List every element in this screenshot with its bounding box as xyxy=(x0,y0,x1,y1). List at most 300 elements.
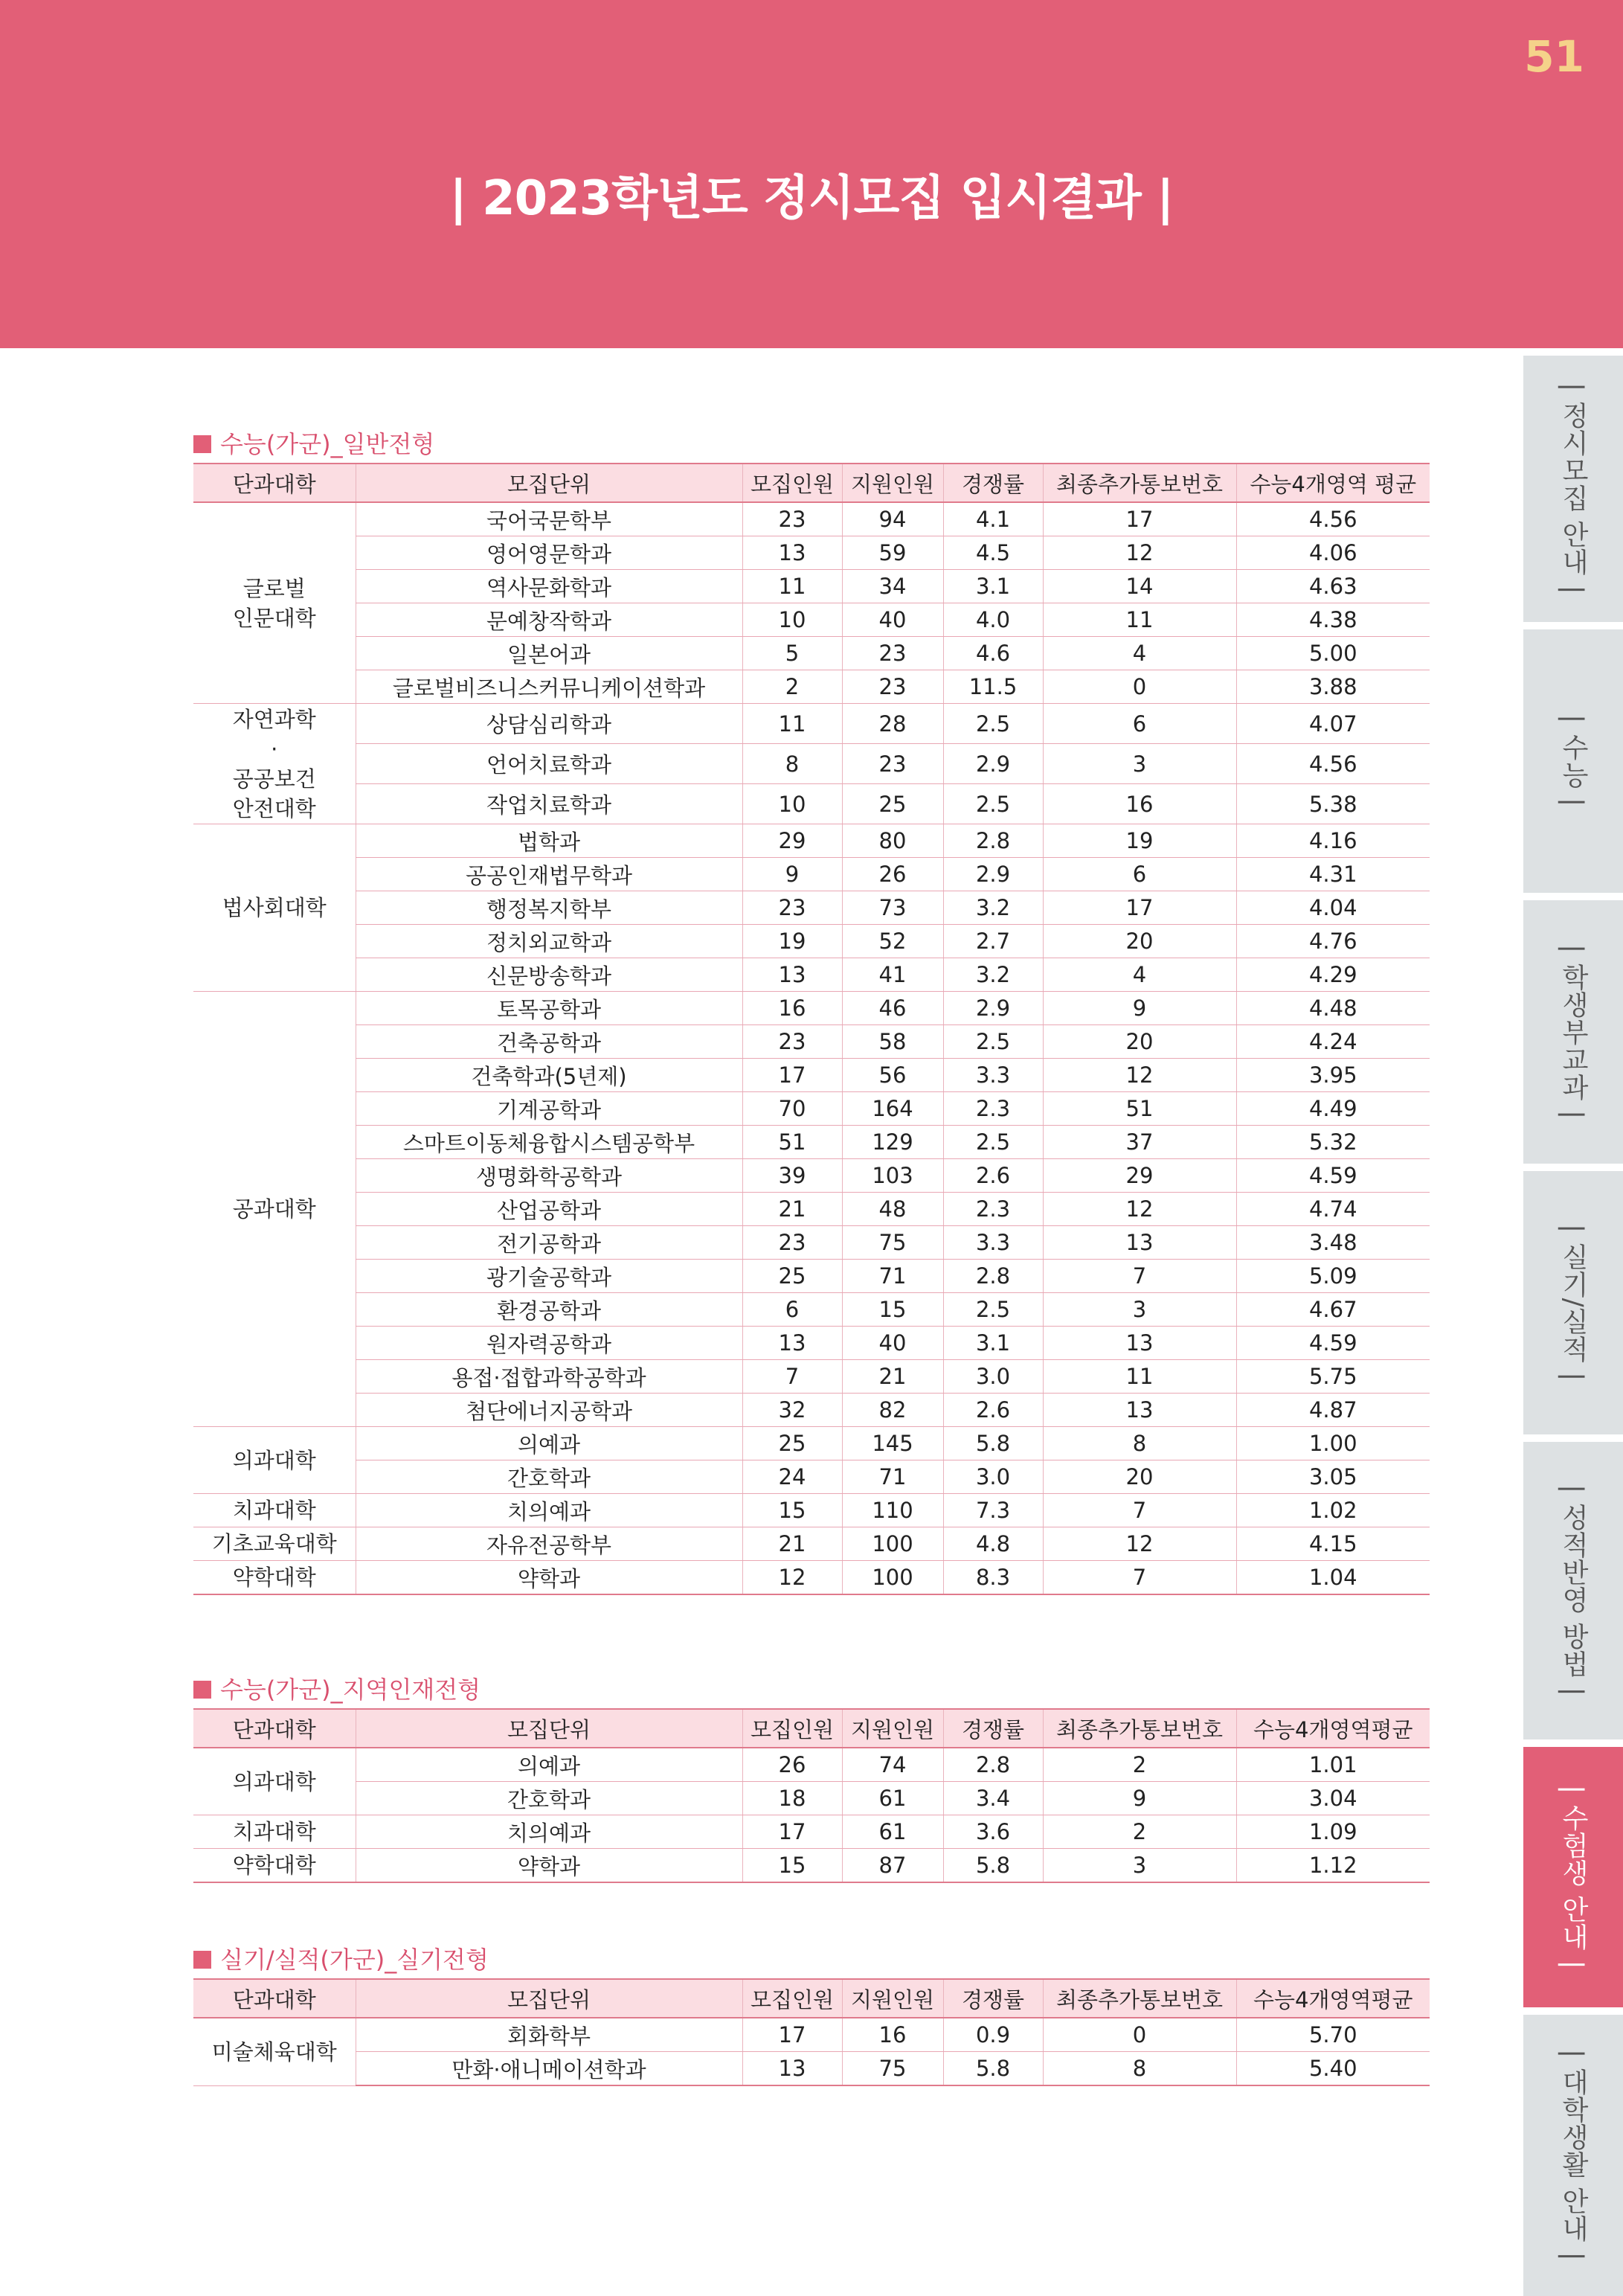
col-unit: 약학과 xyxy=(356,1849,742,1883)
col-applicants: 34 xyxy=(842,570,943,603)
col-avg: 4.16 xyxy=(1236,824,1430,858)
column-header: 최종추가통보번호 xyxy=(1043,1979,1236,2018)
col-applicants: 52 xyxy=(842,925,943,958)
col-avg: 4.59 xyxy=(1236,1327,1430,1360)
col-ratio: 2.9 xyxy=(943,744,1043,784)
col-quota: 17 xyxy=(742,1059,842,1092)
col-unit: 산업공학과 xyxy=(356,1193,742,1226)
col-quota: 10 xyxy=(742,784,842,824)
college-cell: 공과대학 xyxy=(193,992,356,1427)
table-row xyxy=(193,1193,1430,1226)
col-applicants: 100 xyxy=(842,1561,943,1595)
college-cell: 치과대학 xyxy=(193,1494,356,1527)
tab-practical[interactable]: | 실기/실적 | xyxy=(1523,1171,1623,1434)
column-header: 모집단위 xyxy=(356,464,742,502)
table-row xyxy=(193,502,1430,536)
col-quota: 12 xyxy=(742,1561,842,1595)
col-final-notice: 20 xyxy=(1043,1460,1236,1494)
col-quota: 16 xyxy=(742,992,842,1025)
column-header: 단과대학 xyxy=(193,1979,356,2018)
col-ratio: 2.9 xyxy=(943,992,1043,1025)
col-avg: 1.01 xyxy=(1236,1748,1430,1782)
col-final-notice: 4 xyxy=(1043,637,1236,670)
table-row xyxy=(193,1427,1430,1460)
table-row xyxy=(193,1025,1430,1059)
table-row xyxy=(193,824,1430,858)
col-final-notice: 12 xyxy=(1043,536,1236,570)
col-ratio: 7.3 xyxy=(943,1494,1043,1527)
col-quota: 11 xyxy=(742,570,842,603)
col-ratio: 3.0 xyxy=(943,1360,1043,1394)
table-row xyxy=(193,670,1430,704)
column-header: 단과대학 xyxy=(193,464,356,502)
col-unit: 의예과 xyxy=(356,1748,742,1782)
col-avg: 5.00 xyxy=(1236,637,1430,670)
col-final-notice: 7 xyxy=(1043,1494,1236,1527)
section-marker-icon xyxy=(193,1681,211,1699)
col-unit: 상담심리학과 xyxy=(356,704,742,744)
col-unit: 신문방송학과 xyxy=(356,958,742,992)
table-row xyxy=(193,2052,1430,2086)
col-unit: 간호학과 xyxy=(356,1782,742,1815)
col-avg: 5.09 xyxy=(1236,1260,1430,1293)
col-avg: 1.04 xyxy=(1236,1561,1430,1595)
tab-suneung[interactable]: | 수능 | xyxy=(1523,629,1623,893)
col-unit: 행정복지학부 xyxy=(356,891,742,925)
column-header: 최종추가통보번호 xyxy=(1043,464,1236,502)
col-avg: 4.59 xyxy=(1236,1159,1430,1193)
college-cell: 약학대학 xyxy=(193,1561,356,1595)
table-row xyxy=(193,1226,1430,1260)
col-quota: 51 xyxy=(742,1126,842,1159)
col-ratio: 5.8 xyxy=(943,1427,1043,1460)
college-cell: 치과대학 xyxy=(193,1815,356,1849)
col-unit: 치의예과 xyxy=(356,1815,742,1849)
col-ratio: 2.5 xyxy=(943,1126,1043,1159)
col-avg: 4.49 xyxy=(1236,1092,1430,1126)
col-final-notice: 29 xyxy=(1043,1159,1236,1193)
col-applicants: 71 xyxy=(842,1260,943,1293)
col-quota: 39 xyxy=(742,1159,842,1193)
col-avg: 5.75 xyxy=(1236,1360,1430,1394)
col-avg: 4.67 xyxy=(1236,1293,1430,1327)
col-final-notice: 16 xyxy=(1043,784,1236,824)
col-ratio: 11.5 xyxy=(943,670,1043,704)
col-ratio: 3.3 xyxy=(943,1059,1043,1092)
col-quota: 25 xyxy=(742,1260,842,1293)
col-avg: 5.70 xyxy=(1236,2018,1430,2052)
col-applicants: 80 xyxy=(842,824,943,858)
table-row xyxy=(193,704,1430,744)
col-avg: 3.05 xyxy=(1236,1460,1430,1494)
col-final-notice: 7 xyxy=(1043,1260,1236,1293)
col-ratio: 2.3 xyxy=(943,1193,1043,1226)
col-unit: 용접·접합과학공학과 xyxy=(356,1360,742,1394)
table-row xyxy=(193,1126,1430,1159)
tab-applicant-guide[interactable]: | 수험생 안내 | xyxy=(1523,1747,1623,2007)
tab-school-record[interactable]: | 학생부교과 | xyxy=(1523,900,1623,1164)
col-quota: 18 xyxy=(742,1782,842,1815)
table-row xyxy=(193,858,1430,891)
column-header: 단과대학 xyxy=(193,1709,356,1748)
col-unit: 토목공학과 xyxy=(356,992,742,1025)
table-row xyxy=(193,784,1430,824)
college-cell: 의과대학 xyxy=(193,1427,356,1494)
col-avg: 3.88 xyxy=(1236,670,1430,704)
table-header-row xyxy=(193,1709,1430,1748)
col-final-notice: 8 xyxy=(1043,2052,1236,2086)
col-final-notice: 0 xyxy=(1043,670,1236,704)
col-quota: 70 xyxy=(742,1092,842,1126)
col-ratio: 0.9 xyxy=(943,2018,1043,2052)
col-applicants: 23 xyxy=(842,744,943,784)
col-avg: 4.87 xyxy=(1236,1394,1430,1427)
col-unit: 역사문화학과 xyxy=(356,570,742,603)
col-avg: 4.07 xyxy=(1236,704,1430,744)
col-unit: 자유전공학부 xyxy=(356,1527,742,1561)
col-applicants: 129 xyxy=(842,1126,943,1159)
table-row xyxy=(193,603,1430,637)
col-final-notice: 4 xyxy=(1043,958,1236,992)
column-header: 지원인원 xyxy=(842,1979,943,2018)
col-ratio: 4.6 xyxy=(943,637,1043,670)
col-applicants: 40 xyxy=(842,1327,943,1360)
table-row xyxy=(193,744,1430,784)
col-ratio: 3.3 xyxy=(943,1226,1043,1260)
col-final-notice: 37 xyxy=(1043,1126,1236,1159)
col-unit: 약학과 xyxy=(356,1561,742,1595)
col-final-notice: 7 xyxy=(1043,1561,1236,1595)
section-general xyxy=(193,426,1430,1595)
col-applicants: 87 xyxy=(842,1849,943,1883)
column-header: 모집인원 xyxy=(742,464,842,502)
column-header: 경쟁률 xyxy=(943,1709,1043,1748)
col-unit: 정치외교학과 xyxy=(356,925,742,958)
table-row xyxy=(193,1327,1430,1360)
table-row xyxy=(193,1815,1430,1849)
col-unit: 의예과 xyxy=(356,1427,742,1460)
table-row xyxy=(193,1748,1430,1782)
col-applicants: 100 xyxy=(842,1527,943,1561)
col-quota: 25 xyxy=(742,1427,842,1460)
col-final-notice: 13 xyxy=(1043,1226,1236,1260)
col-ratio: 3.4 xyxy=(943,1782,1043,1815)
column-header: 수능4개영역평균 xyxy=(1236,1709,1430,1748)
col-final-notice: 0 xyxy=(1043,2018,1236,2052)
col-unit: 작업치료학과 xyxy=(356,784,742,824)
col-applicants: 46 xyxy=(842,992,943,1025)
college-cell: 자연과학 · 공공보건 안전대학 xyxy=(193,704,356,824)
col-final-notice: 13 xyxy=(1043,1327,1236,1360)
section-marker-icon xyxy=(193,1951,211,1969)
college-cell: 글로벌 인문대학 xyxy=(193,502,356,704)
col-quota: 5 xyxy=(742,637,842,670)
column-header: 수능4개영역 평균 xyxy=(1236,464,1430,502)
col-final-notice: 3 xyxy=(1043,744,1236,784)
col-ratio: 2.6 xyxy=(943,1159,1043,1193)
table-row xyxy=(193,1494,1430,1527)
tab-campus-life[interactable]: | 대학생활 안내 | xyxy=(1523,2015,1623,2296)
col-final-notice: 51 xyxy=(1043,1092,1236,1126)
col-avg: 3.95 xyxy=(1236,1059,1430,1092)
col-unit: 글로벌비즈니스커뮤니케이션학과 xyxy=(356,670,742,704)
col-avg: 4.15 xyxy=(1236,1527,1430,1561)
col-avg: 4.29 xyxy=(1236,958,1430,992)
col-ratio: 5.8 xyxy=(943,2052,1043,2086)
col-applicants: 82 xyxy=(842,1394,943,1427)
col-final-notice: 3 xyxy=(1043,1849,1236,1883)
col-avg: 3.48 xyxy=(1236,1226,1430,1260)
col-ratio: 2.5 xyxy=(943,1025,1043,1059)
col-ratio: 3.6 xyxy=(943,1815,1043,1849)
col-applicants: 59 xyxy=(842,536,943,570)
column-header: 지원인원 xyxy=(842,464,943,502)
col-final-notice: 17 xyxy=(1043,891,1236,925)
col-quota: 24 xyxy=(742,1460,842,1494)
college-cell: 약학대학 xyxy=(193,1849,356,1883)
col-applicants: 16 xyxy=(842,2018,943,2052)
col-final-notice: 2 xyxy=(1043,1815,1236,1849)
column-header: 모집단위 xyxy=(356,1709,742,1748)
table-row xyxy=(193,1394,1430,1427)
col-applicants: 26 xyxy=(842,858,943,891)
col-avg: 5.32 xyxy=(1236,1126,1430,1159)
table-row xyxy=(193,925,1430,958)
col-quota: 10 xyxy=(742,603,842,637)
col-applicants: 40 xyxy=(842,603,943,637)
col-quota: 11 xyxy=(742,704,842,744)
col-quota: 2 xyxy=(742,670,842,704)
column-header: 경쟁률 xyxy=(943,1979,1043,2018)
col-ratio: 2.5 xyxy=(943,1293,1043,1327)
col-final-notice: 20 xyxy=(1043,925,1236,958)
col-quota: 29 xyxy=(742,824,842,858)
col-avg: 4.56 xyxy=(1236,744,1430,784)
page-number: 51 xyxy=(1524,31,1584,82)
col-applicants: 61 xyxy=(842,1782,943,1815)
col-quota: 7 xyxy=(742,1360,842,1394)
col-final-notice: 12 xyxy=(1043,1193,1236,1226)
col-applicants: 75 xyxy=(842,1226,943,1260)
col-quota: 21 xyxy=(742,1527,842,1561)
results-table xyxy=(193,463,1430,1595)
section-marker-icon xyxy=(193,435,211,453)
col-quota: 8 xyxy=(742,744,842,784)
column-header: 모집단위 xyxy=(356,1979,742,2018)
col-quota: 15 xyxy=(742,1849,842,1883)
col-ratio: 2.9 xyxy=(943,858,1043,891)
col-applicants: 21 xyxy=(842,1360,943,1394)
col-ratio: 2.8 xyxy=(943,824,1043,858)
col-quota: 13 xyxy=(742,536,842,570)
col-avg: 4.63 xyxy=(1236,570,1430,603)
col-applicants: 110 xyxy=(842,1494,943,1527)
col-ratio: 2.7 xyxy=(943,925,1043,958)
section-title: 실기/실적(가군)_실기전형 xyxy=(220,1946,489,1974)
col-final-notice: 20 xyxy=(1043,1025,1236,1059)
col-applicants: 94 xyxy=(842,502,943,536)
col-final-notice: 13 xyxy=(1043,1394,1236,1427)
col-applicants: 145 xyxy=(842,1427,943,1460)
table-row xyxy=(193,2018,1430,2052)
table-row xyxy=(193,536,1430,570)
section-title: 수능(가군)_일반전형 xyxy=(220,430,435,458)
col-unit: 만화·애니메이션학과 xyxy=(356,2052,742,2086)
col-quota: 23 xyxy=(742,1025,842,1059)
col-ratio: 2.5 xyxy=(943,704,1043,744)
table-row xyxy=(193,1561,1430,1595)
col-quota: 15 xyxy=(742,1494,842,1527)
col-unit: 회화학부 xyxy=(356,2018,742,2052)
col-unit: 건축학과(5년제) xyxy=(356,1059,742,1092)
table-row xyxy=(193,958,1430,992)
col-final-notice: 19 xyxy=(1043,824,1236,858)
col-applicants: 71 xyxy=(842,1460,943,1494)
col-unit: 일본어과 xyxy=(356,637,742,670)
table-row xyxy=(193,1293,1430,1327)
col-applicants: 74 xyxy=(842,1748,943,1782)
col-quota: 26 xyxy=(742,1748,842,1782)
col-ratio: 3.0 xyxy=(943,1460,1043,1494)
col-unit: 건축공학과 xyxy=(356,1025,742,1059)
col-ratio: 4.5 xyxy=(943,536,1043,570)
table-row xyxy=(193,637,1430,670)
college-cell: 의과대학 xyxy=(193,1748,356,1815)
col-applicants: 23 xyxy=(842,637,943,670)
column-header: 수능4개영역평균 xyxy=(1236,1979,1430,2018)
col-ratio: 4.1 xyxy=(943,502,1043,536)
col-final-notice: 12 xyxy=(1043,1527,1236,1561)
col-quota: 23 xyxy=(742,891,842,925)
col-ratio: 3.2 xyxy=(943,891,1043,925)
table-row xyxy=(193,992,1430,1025)
col-quota: 13 xyxy=(742,1327,842,1360)
col-final-notice: 17 xyxy=(1043,502,1236,536)
col-quota: 13 xyxy=(742,2052,842,2086)
college-cell: 미술체육대학 xyxy=(193,2018,356,2085)
col-avg: 5.38 xyxy=(1236,784,1430,824)
table-row xyxy=(193,1849,1430,1883)
col-applicants: 23 xyxy=(842,670,943,704)
col-ratio: 5.8 xyxy=(943,1849,1043,1883)
section-regional xyxy=(193,1671,1430,1883)
table-row xyxy=(193,1092,1430,1126)
col-final-notice: 12 xyxy=(1043,1059,1236,1092)
col-quota: 17 xyxy=(742,1815,842,1849)
col-avg: 1.00 xyxy=(1236,1427,1430,1460)
col-unit: 환경공학과 xyxy=(356,1293,742,1327)
col-unit: 공공인재법무학과 xyxy=(356,858,742,891)
table-row xyxy=(193,570,1430,603)
col-final-notice: 9 xyxy=(1043,992,1236,1025)
table-row xyxy=(193,1527,1430,1561)
col-unit: 스마트이동체융합시스템공학부 xyxy=(356,1126,742,1159)
page-header xyxy=(0,0,1623,348)
col-unit: 영어영문학과 xyxy=(356,536,742,570)
table-row xyxy=(193,1782,1430,1815)
col-avg: 4.38 xyxy=(1236,603,1430,637)
col-unit: 언어치료학과 xyxy=(356,744,742,784)
col-quota: 17 xyxy=(742,2018,842,2052)
column-header: 경쟁률 xyxy=(943,464,1043,502)
col-quota: 23 xyxy=(742,1226,842,1260)
col-quota: 13 xyxy=(742,958,842,992)
col-avg: 4.48 xyxy=(1236,992,1430,1025)
table-row xyxy=(193,1159,1430,1193)
col-unit: 기계공학과 xyxy=(356,1092,742,1126)
col-avg: 4.76 xyxy=(1236,925,1430,958)
table-row xyxy=(193,1260,1430,1293)
col-unit: 전기공학과 xyxy=(356,1226,742,1260)
col-applicants: 75 xyxy=(842,2052,943,2086)
col-avg: 1.02 xyxy=(1236,1494,1430,1527)
col-ratio: 2.5 xyxy=(943,784,1043,824)
table-row xyxy=(193,1460,1430,1494)
col-unit: 국어국문학부 xyxy=(356,502,742,536)
col-avg: 4.06 xyxy=(1236,536,1430,570)
col-final-notice: 6 xyxy=(1043,704,1236,744)
college-cell: 법사회대학 xyxy=(193,824,356,992)
col-unit: 생명화학공학과 xyxy=(356,1159,742,1193)
results-table xyxy=(193,1978,1430,2086)
col-avg: 1.12 xyxy=(1236,1849,1430,1883)
col-avg: 4.04 xyxy=(1236,891,1430,925)
col-final-notice: 11 xyxy=(1043,1360,1236,1394)
column-header: 지원인원 xyxy=(842,1709,943,1748)
col-avg: 3.04 xyxy=(1236,1782,1430,1815)
col-applicants: 61 xyxy=(842,1815,943,1849)
col-applicants: 28 xyxy=(842,704,943,744)
col-final-notice: 11 xyxy=(1043,603,1236,637)
col-avg: 1.09 xyxy=(1236,1815,1430,1849)
col-avg: 4.24 xyxy=(1236,1025,1430,1059)
col-applicants: 48 xyxy=(842,1193,943,1226)
college-cell: 기초교육대학 xyxy=(193,1527,356,1561)
table-header-row xyxy=(193,1979,1430,2018)
col-applicants: 25 xyxy=(842,784,943,824)
col-ratio: 3.1 xyxy=(943,570,1043,603)
col-unit: 첨단에너지공학과 xyxy=(356,1394,742,1427)
col-unit: 간호학과 xyxy=(356,1460,742,1494)
col-quota: 19 xyxy=(742,925,842,958)
col-quota: 23 xyxy=(742,502,842,536)
col-ratio: 2.6 xyxy=(943,1394,1043,1427)
section-title: 수능(가군)_지역인재전형 xyxy=(220,1675,481,1704)
col-quota: 9 xyxy=(742,858,842,891)
table-row xyxy=(193,1059,1430,1092)
col-ratio: 4.0 xyxy=(943,603,1043,637)
col-applicants: 73 xyxy=(842,891,943,925)
col-applicants: 41 xyxy=(842,958,943,992)
col-unit: 광기술공학과 xyxy=(356,1260,742,1293)
col-quota: 21 xyxy=(742,1193,842,1226)
col-ratio: 3.1 xyxy=(943,1327,1043,1360)
col-avg: 4.56 xyxy=(1236,502,1430,536)
col-final-notice: 8 xyxy=(1043,1427,1236,1460)
page-title: | 2023학년도 정시모집 입시결과 | xyxy=(449,171,1174,226)
tab-admission-guide[interactable]: | 정시모집 안내 | xyxy=(1523,356,1623,622)
col-ratio: 2.8 xyxy=(943,1748,1043,1782)
col-final-notice: 6 xyxy=(1043,858,1236,891)
column-header: 모집인원 xyxy=(742,1979,842,2018)
col-quota: 6 xyxy=(742,1293,842,1327)
col-final-notice: 3 xyxy=(1043,1293,1236,1327)
col-ratio: 4.8 xyxy=(943,1527,1043,1561)
tab-score-method[interactable]: | 성적반영 방법 | xyxy=(1523,1442,1623,1739)
col-unit: 원자력공학과 xyxy=(356,1327,742,1360)
col-applicants: 15 xyxy=(842,1293,943,1327)
col-applicants: 58 xyxy=(842,1025,943,1059)
